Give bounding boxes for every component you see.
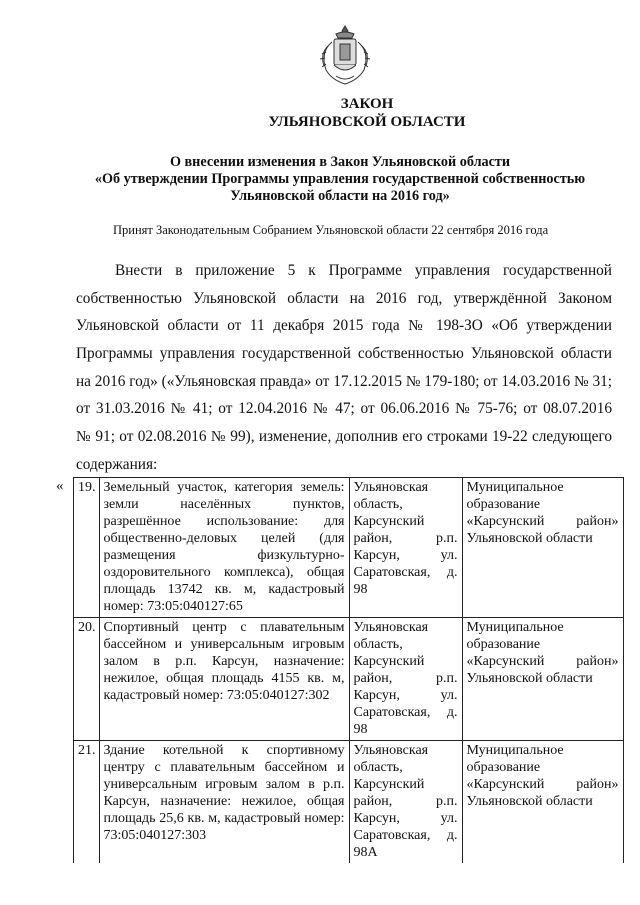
body-paragraph (76, 257, 612, 479)
property-address: Ульяновская область, Карсунский район, р.п. Карсун, ул. Саратовская, д. 98А (349, 741, 462, 864)
property-description: Земельный участок, категория земель: земли населённых пунктов, разрешённое использование: для общественно-деловых целей (для размещения физкультурно-оздоровительного комплекса), общая площадь 13742 кв. м, кадастровый номер: 73:05:040127:65 (99, 478, 349, 618)
table-row (74, 478, 624, 618)
body-line: содержания: (76, 455, 158, 473)
open-quote: « (56, 478, 64, 494)
body-line: от 31.03.2016 № 41; от 12.04.2016 № 47; от 06.06.2016 № 75-76; от 08.07.2016 (76, 400, 612, 418)
body-line: Внести в приложение 5 к Программе управления государственной (115, 262, 612, 279)
law-subtitle (70, 154, 610, 205)
coat-of-arms-emblem (312, 22, 378, 88)
body-line: на 2016 год» («Ульяновская правда» от 17.12.2015 № 179-180; от 14.03.2016 № 31; (76, 372, 612, 390)
property-owner: Муниципальное образование «Карсунский район» Ульяновской области (462, 741, 623, 864)
law-region-title: УЛЬЯНОВСКОЙ ОБЛАСТИ (268, 114, 466, 130)
table-row (74, 618, 624, 741)
body-line: Программы управления государственной собственностью Ульяновской области (76, 345, 612, 363)
property-address: Ульяновская область, Карсунский район, р.п. Карсун, ул. Саратовская, д. 98 (349, 618, 462, 741)
subtitle-line: О внесении изменения в Закон Ульяновской области (169, 154, 511, 170)
property-description: Здание котельной к спортивному центру с плавательным бассейном и универсальным игровым залом в р.п. Карсун, назначение: нежилое, общая площадь 25,6 кв. м, кадастровый номер: 73:05:040127:303 (99, 741, 349, 864)
subtitle-line: Ульяновской области на 2016 год» (230, 188, 450, 204)
row-number: 21. (74, 741, 100, 864)
property-address: Ульяновская область, Карсунский район, р.п. Карсун, ул. Саратовская, д. 98 (349, 478, 462, 618)
property-table (73, 477, 624, 863)
property-owner: Муниципальное образование «Карсунский район» Ульяновской области (462, 618, 623, 741)
subtitle-line: «Об утверждении Программы управления государственной собственностью (94, 171, 586, 187)
body-line: собственностью Ульяновской области на 2016 год, утверждённой Законом (76, 289, 612, 307)
row-number: 19. (74, 478, 100, 618)
property-owner: Муниципальное образование «Карсунский район» Ульяновской области (462, 478, 623, 618)
table-row (74, 741, 624, 864)
property-description: Спортивный центр с плавательным бассейном и универсальным игровым залом в р.п. Карсун, назначение: нежилое, общая площадь 4155 кв. м, кадастровый номер: 73:05:040127:302 (99, 618, 349, 741)
body-line: № 91; от 02.08.2016 № 99), изменение, дополнив его строками 19-22 следующего (76, 428, 612, 446)
body-line: Ульяновской области от 11 декабря 2015 года № 198-ЗО «Об утверждении (76, 317, 612, 335)
accepted-note: Принят Законодательным Собранием Ульяновской области 22 сентября 2016 года (113, 223, 549, 237)
row-number: 20. (74, 618, 100, 741)
law-title: ЗАКОН (340, 96, 394, 112)
